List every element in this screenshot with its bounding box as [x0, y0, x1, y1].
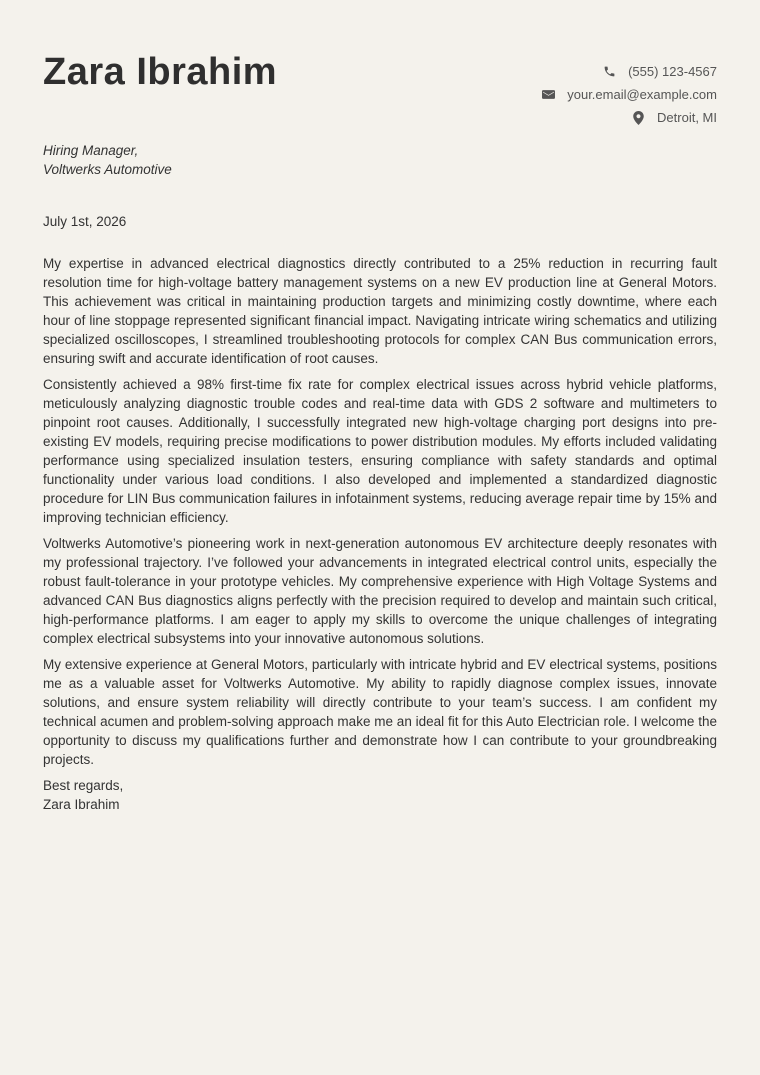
letter-body	[43, 254, 717, 814]
map-pin-icon	[631, 111, 645, 125]
letter-date: July 1st, 2026	[43, 214, 127, 229]
closing-salutation: Best regards,	[43, 778, 124, 793]
recipient-company: Voltwerks Automotive	[43, 162, 172, 177]
paragraph: Voltwerks Automotive’s pioneering work in next-generation autonomous EV architecture deeply resonates with my professional trajectory. I’ve followed your advancements in integrated electrical control units, especially the robust fault-tolerance in your prototype vehicles. My comprehensive experience with High Voltage Systems and advanced CAN Bus diagnostics aligns perfectly with the precision required to develop and maintain such critical, high-performance platforms. I am eager to apply my skills to overcome the unique challenges of integrating complex electrical subsystems into your innovative autonomous solutions.	[43, 536, 717, 646]
contact-email-row	[541, 83, 717, 106]
recipient-title: Hiring Manager,	[43, 143, 139, 158]
contact-email: your.email@example.com	[567, 87, 717, 102]
envelope-icon	[541, 88, 555, 102]
contact-info	[541, 60, 717, 129]
phone-icon	[602, 65, 616, 79]
paragraph: My expertise in advanced electrical diagnostics directly contributed to a 25% reduction in recurring fault resolution time for high-voltage battery management systems on a new EV production line at General Motors. This achievement was critical in maintaining production targets and minimizing costly downtime, where each hour of line stoppage represented significant financial impact. Navigating intricate wiring schematics and utilizing specialized oscilloscopes, I streamlined troubleshooting protocols for complex CAN Bus communication errors, ensuring swift and accurate identification of root causes.	[43, 256, 717, 366]
recipient-block	[43, 141, 172, 179]
contact-phone-row	[541, 60, 717, 83]
paragraph: My extensive experience at General Motors, particularly with intricate hybrid and EV electrical systems, positions me as a valuable asset for Voltwerks Automotive. My ability to rapidly diagnose complex issues, innovate solutions, and ensure system reliability will directly contribute to your team’s success. I am confident my technical acumen and problem-solving approach make me an ideal fit for this Auto Electrician role. I welcome the opportunity to discuss my qualifications further and demonstrate how I can contribute to your groundbreaking projects.	[43, 657, 717, 767]
closing-signature: Zara Ibrahim	[43, 797, 120, 812]
contact-location-row	[541, 106, 717, 129]
closing-block	[43, 776, 717, 814]
paragraph: Consistently achieved a 98% first-time fix rate for complex electrical issues across hybrid vehicle platforms, meticulously analyzing diagnostic trouble codes and real-time data with GDS 2 software and multimeters to pinpoint root causes. Additionally, I successfully integrated new high-voltage charging port designs into pre-existing EV models, requiring precise modifications to power distribution modules. My efforts included validating performance using specialized insulation testers, ensuring compliance with safety standards and optimal functionality under various load conditions. I also developed and implemented a standardized diagnostic procedure for LIN Bus communication failures in infotainment systems, reducing average repair time by 15% and improving technician efficiency.	[43, 377, 717, 525]
applicant-name: Zara Ibrahim	[43, 51, 278, 93]
contact-phone: (555) 123-4567	[628, 64, 717, 79]
contact-location: Detroit, MI	[657, 110, 717, 125]
